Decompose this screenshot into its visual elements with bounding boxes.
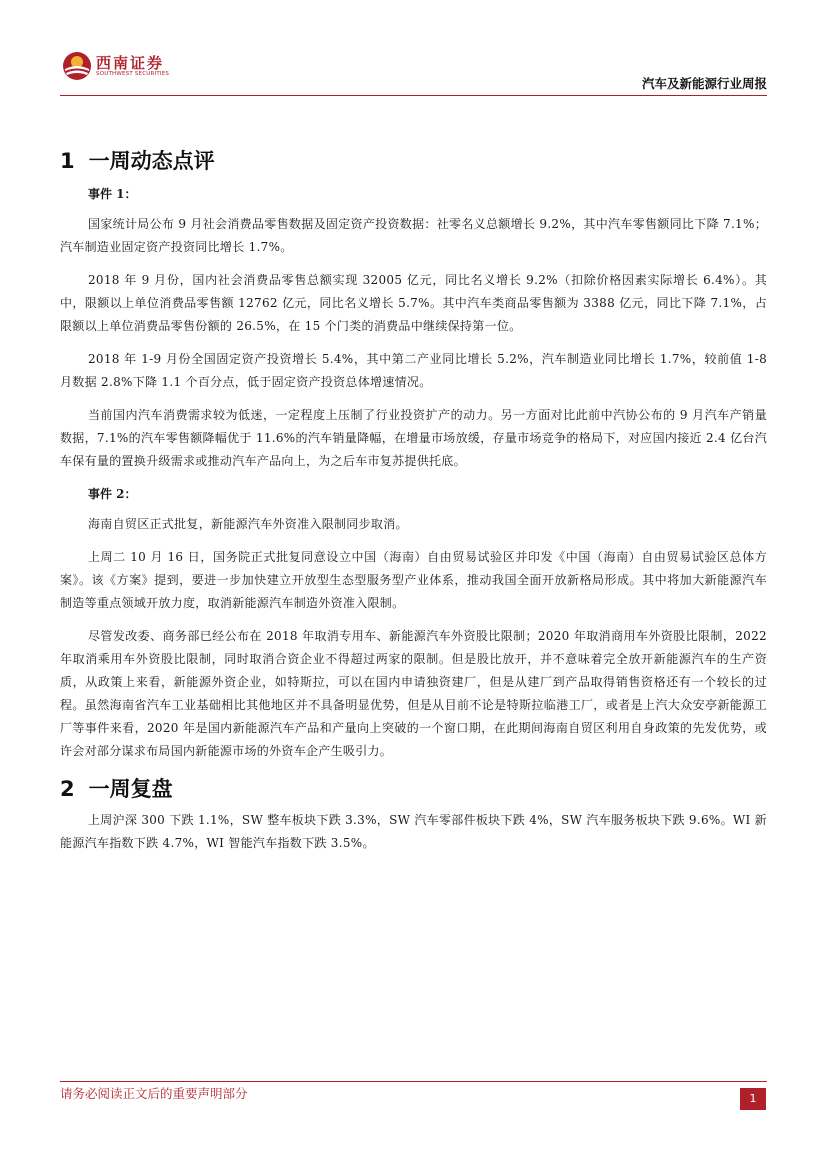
event-1-label: 事件 1： bbox=[88, 187, 137, 201]
section-1-heading bbox=[60, 145, 767, 177]
logo-english-name: SOUTHWEST SECURITIES bbox=[96, 71, 170, 77]
report-title: 汽车及新能源行业周报 bbox=[641, 76, 767, 91]
event-2-paragraph: 上周二 10 月 16 日，国务院正式批复同意设立中国（海南）自由贸易试验区并印发《中国（海南）自由贸易试验区总体方案》。该《方案》提到，要进一步加快建立开放型生态型服务型产业体系，推动我国全面开放新格局形成。其中将加大新能源汽车制造等重点领域开放力度，取消新能源汽车制造外资准入限制。 bbox=[60, 550, 767, 610]
event-1-paragraph: 当前国内汽车消费需求较为低迷，一定程度上压制了行业投资扩产的动力。另一方面对比此前中汽协公布的 9 月汽车产销量数据，7.1%的汽车零售额降幅优于 11.6%的汽车销量降幅，在增量市场放缓，存量市场竞争的格局下，对应国内接近 2.4 亿台汽车保有量的置换升级需求或推动汽车产品向上，为之后车市复苏提供托底。 bbox=[60, 408, 767, 468]
footer-disclaimer: 请务必阅读正文后的重要声明部分 bbox=[60, 1086, 248, 1101]
section-1-title: 一周动态点评 bbox=[88, 149, 215, 173]
section-2-heading bbox=[60, 773, 767, 805]
sun-logo-icon bbox=[62, 51, 92, 81]
header-divider bbox=[60, 95, 767, 96]
logo-chinese-name: 西南证券 bbox=[96, 54, 165, 72]
event-1-paragraph: 国家统计局公布 9 月社会消费品零售数据及固定资产投资数据：社零名义总额增长 9.2%，其中汽车零售额同比下降 7.1%；汽车制造业固定资产投资同比增长 1.7%。 bbox=[60, 217, 767, 254]
page-header bbox=[0, 0, 827, 100]
company-logo bbox=[62, 49, 172, 85]
footer-divider bbox=[60, 1081, 767, 1082]
event-2-paragraph: 尽管发改委、商务部已经公布在 2018 年取消专用车、新能源汽车外资股比限制；2020 年取消商用车外资股比限制，2022 年取消乘用车外资股比限制，同时取消合资企业不得超过两家的限制。但是股比放开，并不意味着完全放开新能源汽车的生产资质，从政策上来看，新能源外资企业，如特斯拉，可以在国内申请独资建厂，但是从建厂到产品取得销售资格还有一个较长的过程。虽然海南省汽车工业基础相比其他地区并不具备明显优势，但是从目前不论是特斯拉临港工厂，或者是上汽大众安亭新能源工厂等事件来看，2020 年是国内新能源汽车产品和产量向上突破的一个窗口期，在此期间海南自贸区利用自身政策的先发优势，或许会对部分谋求布局国内新能源市场的外资车企产生吸引力。 bbox=[60, 629, 767, 758]
section-1-number: 1 bbox=[60, 149, 75, 173]
event-2-paragraph: 海南自贸区正式批复，新能源汽车外资准入限制同步取消。 bbox=[88, 517, 408, 531]
main-content bbox=[60, 145, 767, 865]
section-2-title: 一周复盘 bbox=[88, 777, 173, 801]
section-2-paragraph: 上周沪深 300 下跌 1.1%，SW 整车板块下跌 3.3%，SW 汽车零部件板块下跌 4%，SW 汽车服务板块下跌 9.6%。WI 新能源汽车指数下跌 4.7%，WI 智能汽车指数下跌 3.5%。 bbox=[60, 813, 767, 850]
event-1-paragraph: 2018 年 9 月份，国内社会消费品零售总额实现 32005 亿元，同比名义增长 9.2%（扣除价格因素实际增长 6.4%）。其中，限额以上单位消费品零售额 12762 亿元，同比名义增长 5.7%。其中汽车类商品零售额为 3388 亿元，同比下降 7.1%，占限额以上单位消费品零售份额的 26.5%，在 15 个门类的消费品中继续保持第一位。 bbox=[60, 273, 767, 333]
page-number: 1 bbox=[740, 1088, 766, 1110]
section-2-number: 2 bbox=[60, 777, 75, 801]
event-2-label: 事件 2： bbox=[88, 487, 137, 501]
event-1-paragraph: 2018 年 1-9 月份全国固定资产投资增长 5.4%，其中第二产业同比增长 5.2%，汽车制造业同比增长 1.7%，较前值 1-8 月数据 2.8%下降 1.1 个百分点，低于固定资产投资总体增速情况。 bbox=[60, 352, 767, 389]
